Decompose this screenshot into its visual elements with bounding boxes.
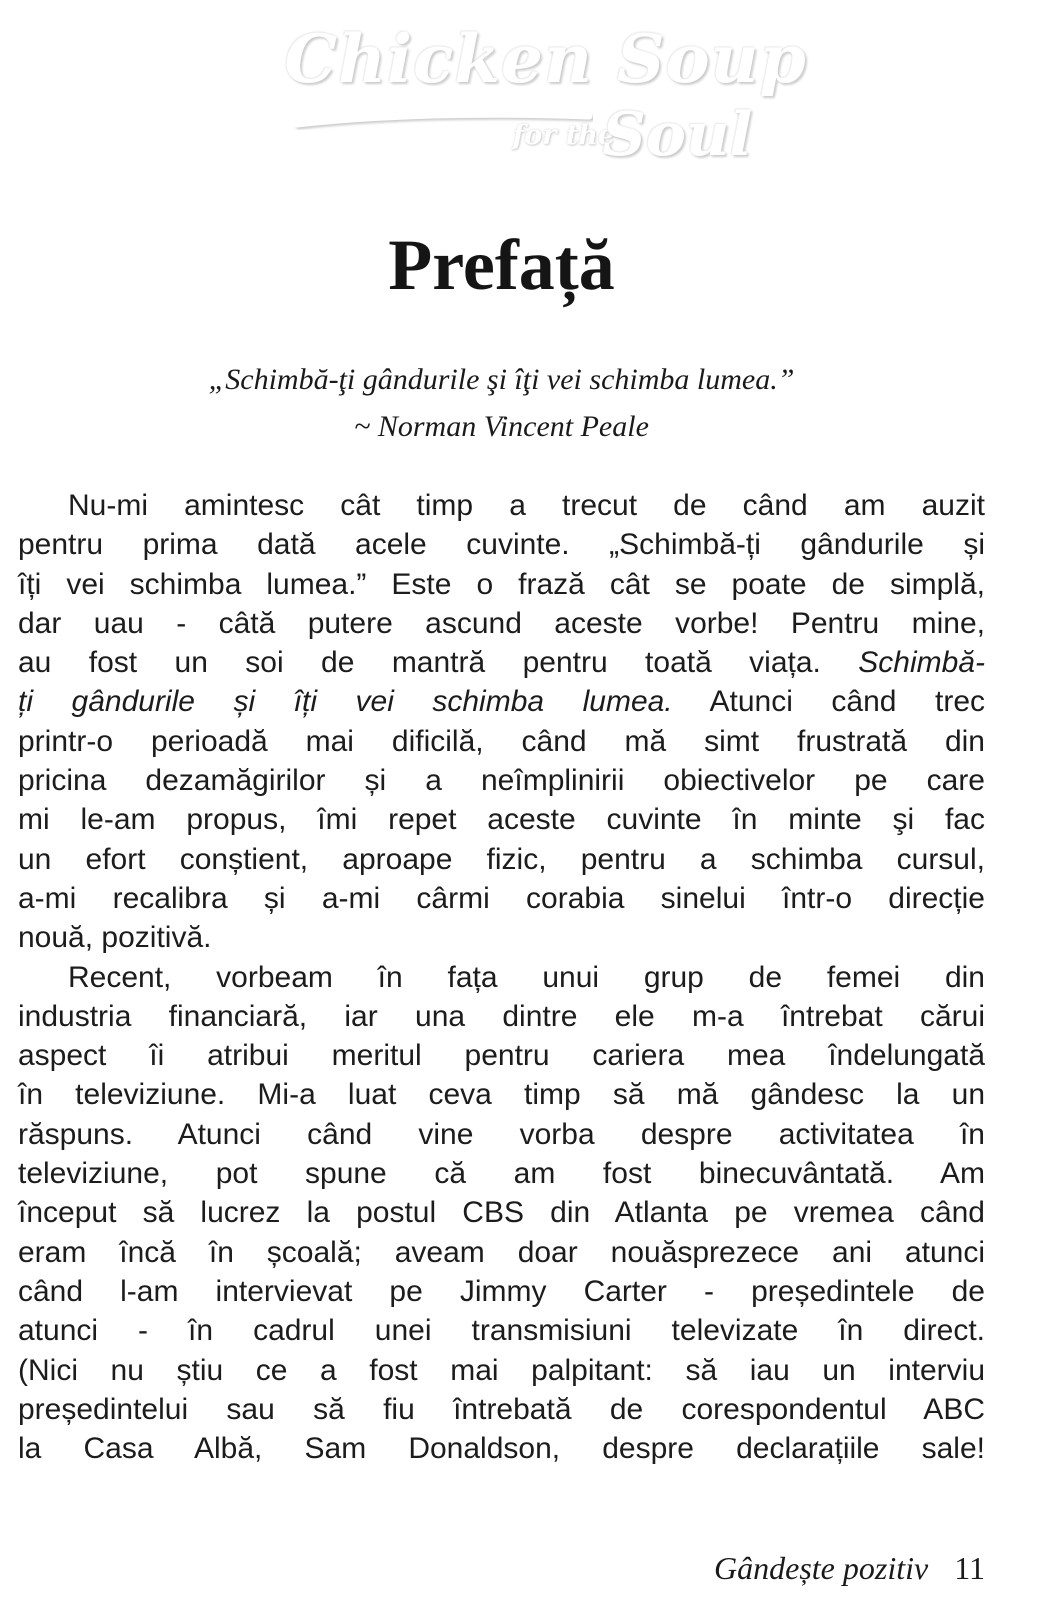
- italic-text-segment: Schimbă-: [858, 646, 985, 680]
- text-segment: industria financiară, iar una dintre ele m-a întrebat cărui: [18, 999, 985, 1033]
- text-line: [18, 918, 985, 957]
- text-line: [18, 1075, 985, 1114]
- text-line: [18, 800, 985, 839]
- text-segment: au fost un soi de mantră pentru toată viața.: [18, 646, 859, 680]
- text-segment: printr-o perioadă mai dificilă, când mă simt frustrată din: [18, 724, 985, 758]
- logo-text-soul: Soul: [602, 100, 753, 170]
- page-footer: [18, 1548, 985, 1588]
- text-segment: eram încă în școală; aveam doar nouăsprezece ani atunci: [18, 1235, 985, 1269]
- text-segment: Atunci când trec: [672, 685, 986, 719]
- text-line: [18, 643, 985, 682]
- text-line: [18, 1429, 985, 1468]
- text-line: [18, 1351, 985, 1390]
- text-line: [18, 682, 985, 721]
- text-segment: Nu-mi amintesc cât timp a trecut de când am auzit: [68, 489, 985, 522]
- text-line: [18, 761, 985, 800]
- text-line: [18, 997, 985, 1036]
- text-segment: a-mi recalibra și a-mi cârmi corabia sinelui într-o direcție: [18, 881, 985, 915]
- text-segment: (Nici nu știu ce a fost mai palpitant: să iau un interviu: [18, 1353, 985, 1387]
- text-line: [18, 525, 985, 564]
- epigraph: [18, 356, 985, 450]
- epigraph-attribution: ~ Norman Vincent Peale: [354, 410, 649, 443]
- text-line: [18, 840, 985, 879]
- text-line: [18, 1390, 985, 1429]
- logo-text-chicken-soup: Chicken Soup: [284, 20, 807, 98]
- text-segment: atunci - în cadrul unei transmisiuni televizate în direct.: [18, 1314, 985, 1348]
- text-segment: când l-am intervievat pe Jimmy Carter - președintele de: [18, 1274, 985, 1308]
- text-segment: la Casa Albă, Sam Donaldson, despre declarațiile sale!: [18, 1432, 985, 1466]
- text-line: [18, 958, 985, 997]
- text-segment: dar uau - câtă putere ascund aceste vorbe! Pentru mine,: [18, 606, 985, 640]
- text-segment: început să lucrez la postul CBS din Atlanta pe vremea când: [18, 1196, 985, 1230]
- text-segment: pentru prima dată acele cuvinte. „Schimbă-ți gândurile și: [18, 528, 985, 562]
- text-segment: un efort conștient, aproape fizic, pentru a schimba cursul,: [18, 842, 985, 876]
- logo-text-for-the: for the: [512, 120, 616, 151]
- text-line: [18, 1193, 985, 1232]
- text-line: [18, 565, 985, 604]
- text-segment: îți vei schimba lumea.” Este o frază cât se poate de simplă,: [18, 567, 985, 601]
- body-text: [18, 486, 985, 1468]
- text-line: [18, 1272, 985, 1311]
- text-line: [18, 722, 985, 761]
- text-line: [18, 604, 985, 643]
- text-segment: televiziune, pot spune că am fost binecuvântată. Am: [18, 1157, 985, 1191]
- footer-page-number: 11: [954, 1550, 985, 1586]
- text-column: [18, 0, 985, 1600]
- page-title: Prefață: [388, 225, 615, 305]
- text-segment: Recent, vorbeam în fața unui grup de femei din: [68, 960, 985, 994]
- footer-book-title: Gândește pozitiv: [714, 1550, 929, 1586]
- text-line: [18, 1115, 985, 1154]
- text-line: [18, 1036, 985, 1075]
- italic-text-segment: ți gândurile și îți vei schimba lumea.: [18, 685, 673, 719]
- text-line: [18, 1233, 985, 1272]
- text-line: [18, 1154, 985, 1193]
- text-line: [18, 879, 985, 918]
- text-segment: răspuns. Atunci când vine vorba despre activitatea în: [18, 1117, 985, 1151]
- text-line: [18, 486, 985, 525]
- epigraph-quote: „Schimbă-ţi gândurile şi îţi vei schimba lumea.”: [208, 363, 795, 396]
- text-segment: în televiziune. Mi-a luat ceva timp să mă gândesc la un: [18, 1078, 985, 1112]
- text-segment: mi le-am propus, îmi repet aceste cuvinte în minte şi fac: [18, 803, 985, 837]
- text-line: [18, 1311, 985, 1350]
- text-segment: aspect îi atribui meritul pentru cariera mea îndelungată: [18, 1039, 985, 1073]
- text-segment: nouă, pozitivă.: [18, 921, 212, 955]
- text-segment: președintelui sau să fiu întrebată de corespondentul ABC: [18, 1392, 985, 1426]
- text-segment: pricina dezamăgirilor și a neîmplinirii obiectivelor pe care: [18, 764, 985, 798]
